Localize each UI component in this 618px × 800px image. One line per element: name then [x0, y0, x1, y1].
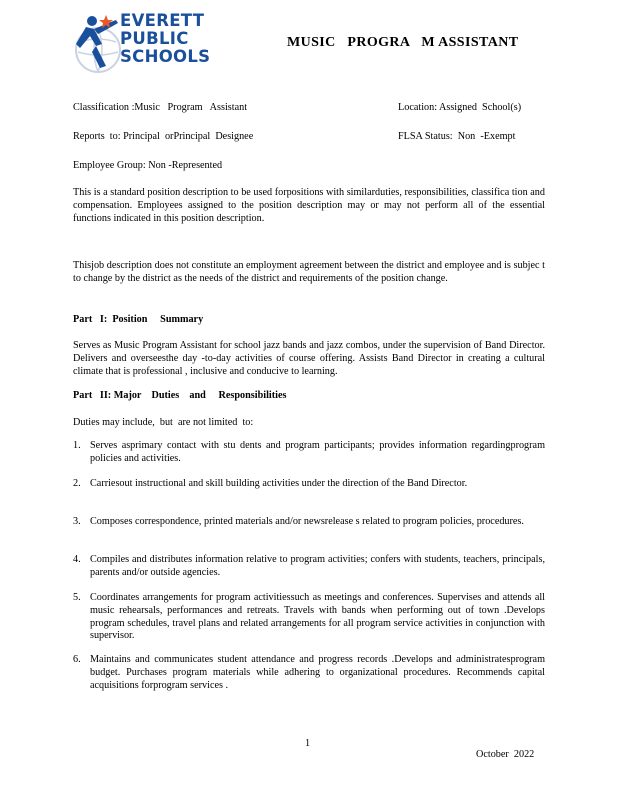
logo-line-2: PUBLIC: [120, 29, 189, 48]
list-item-text: Carriesout instructional and skill building activities under the direction of the Band Director.: [90, 478, 468, 489]
list-item-number: 5.: [73, 592, 81, 603]
flsa-status-field: FLSA Status: Non -Exempt: [398, 131, 516, 142]
document-date: October 2022: [476, 749, 535, 760]
list-item-number: 1.: [73, 440, 81, 451]
list-item-text: Composes correspondence, printed materials and/or newsrelease s related to program policies, procedures.: [90, 516, 524, 527]
list-item-text: Serves asprimary contact with stu dents and program participants; provides information regardingprogram policies and activities.: [90, 440, 545, 464]
list-item-number: 4.: [73, 554, 81, 565]
list-item-text: Coordinates arrangements for program activitiessuch as meetings and conferences. Supervises and attends all music rehearsals, performances and retreats. Travels with bands when performing out of town .Develops program schedules, travel plans and related arrangements for all program service activities in conjunction with supervisor.: [90, 592, 545, 642]
intro-paragraph-2: Thisjob description does not constitute an employment agreement between the district and employee and is subjec t to change by the district as the needs of the district and requirements of the position change.: [73, 260, 545, 284]
classification-field: Classification :Music Program Assistant: [73, 102, 248, 113]
part2-heading: Part II: Major Duties and Responsibilities: [73, 390, 287, 401]
document-title: MUSIC PROGRA M ASSISTANT: [287, 35, 519, 50]
district-logo: [72, 12, 237, 80]
part1-heading: Part I: Position Summary: [73, 314, 204, 325]
page-number: 1: [305, 738, 311, 749]
duties-intro: Duties may include, but are not limited to:: [73, 417, 254, 428]
logo-line-3: SCHOOLS: [120, 47, 211, 66]
employee-group-field: Employee Group: Non -Represented: [73, 160, 223, 171]
part1-summary: Serves as Music Program Assistant for school jazz bands and jazz combos, under the supervision of Band Director. Delivers and overseesthe day -to-day activities of course offering. Assists Band Director in creating a cultural climate that is professional , inclusive and conducive to learning.: [73, 340, 545, 377]
list-item-text: Maintains and communicates student attendance and progress records .Develops and administratesprogram budget. Purchases program materials while adhering to organizational procedures. Recommends capital acquisitions forprogram services .: [90, 654, 545, 691]
intro-paragraph-1: This is a standard position description to be used forpositions with similarduties, responsibilities, classifica tion and compensation. Employees assigned to the position description may or may not perform all of the essential functions indicated in this position description.: [73, 187, 545, 224]
logo-line-1: EVERETT: [120, 11, 205, 30]
logo-wordmark: [120, 12, 210, 66]
reports-to-field: Reports to: Principal orPrincipal Designee: [73, 131, 254, 142]
list-item-number: 6.: [73, 654, 81, 665]
globe-icon: [72, 12, 122, 80]
location-field: Location: Assigned School(s): [398, 102, 522, 113]
list-item-number: 2.: [73, 478, 81, 489]
list-item-text: Compiles and distributes information relative to program activities; confers with students, teachers, principals, parents and/or outside agencies.: [90, 554, 545, 578]
list-item-number: 3.: [73, 516, 81, 527]
